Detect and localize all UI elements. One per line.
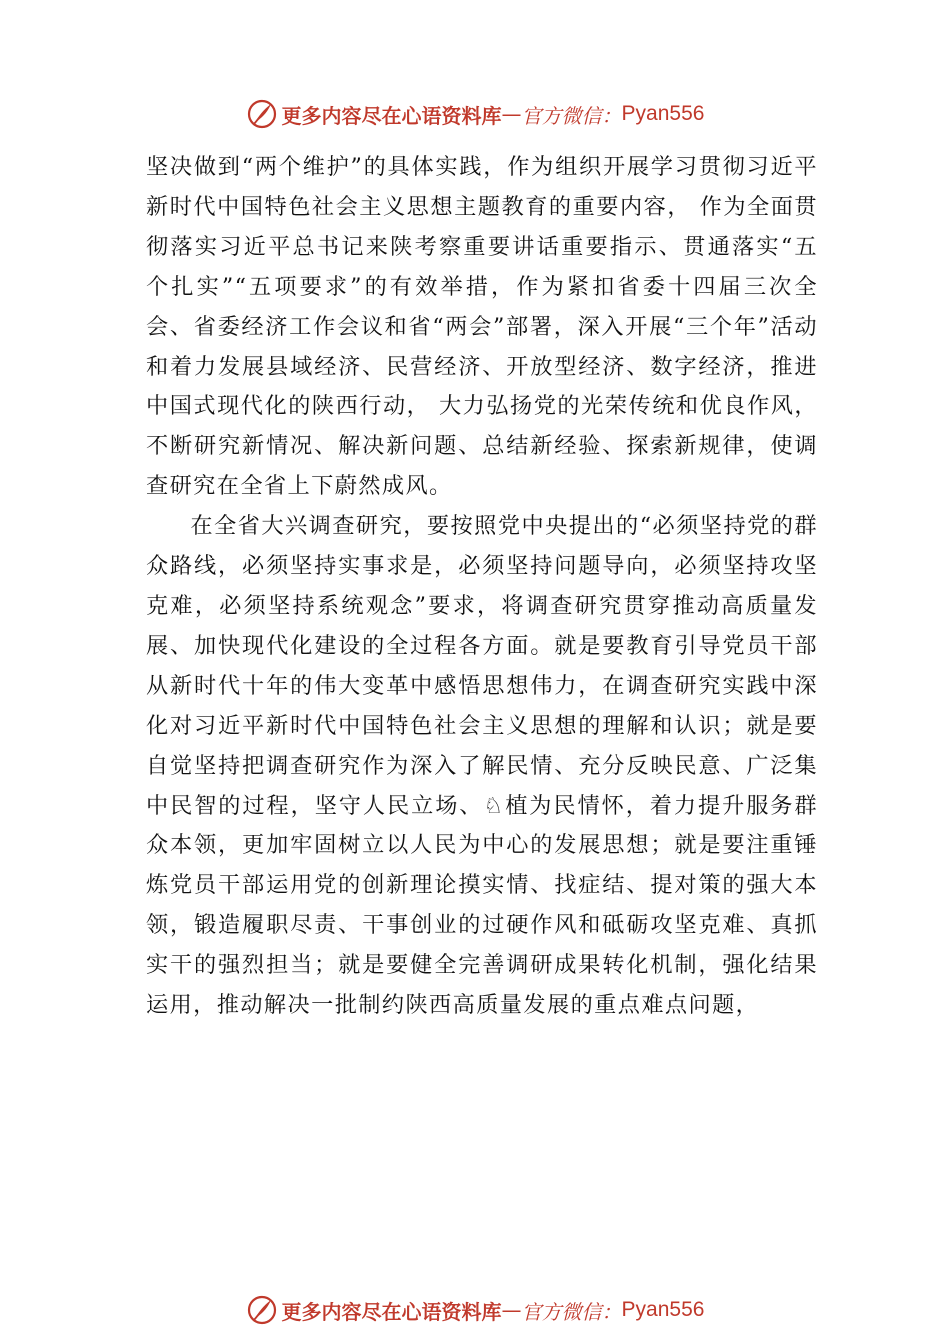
quill-pen-logo-icon <box>246 98 278 130</box>
footer-banner <box>0 1290 950 1330</box>
header-separator: — <box>501 102 522 126</box>
paragraph-continued: 坚决做到“两个维护”的具体实践，作为组织开展学习贯彻习近平新时代中国特色社会主义思想主题教育的重要内容， 作为全面贯彻落实习近平总书记来陕考察重要讲话重要指示、贯通落实“五个扎实”“五项要求”的有效举措，作为紧扣省委十四届三次全会、省委经济工作会议和省“两会”部署，深入开展“三个年”活动和着力发展县域经济、民营经济、开放型经济、数字经济，推进中国式现代化的陕西行动， 大力弘扬党的光荣传统和优良作风，不断研究新情况、解决新问题、总结新经验、探索新规律，使调查研究在全省上下蔚然成风。 <box>146 154 818 500</box>
quill-pen-logo-icon <box>246 1294 278 1326</box>
header-site-name: 更多内容尽在心语资料库 <box>281 103 502 128</box>
header-official-label: 官方微信： <box>521 103 622 128</box>
footer-official-label: 官方微信： <box>521 1299 622 1324</box>
header-wechat-handle: Pyan556 <box>621 102 705 125</box>
document-body <box>146 148 818 1026</box>
footer-separator: — <box>501 1298 522 1322</box>
footer-site-name: 更多内容尽在心语资料库 <box>281 1299 502 1324</box>
paragraph-survey-research: 在全省大兴调查研究，要按照党中央提出的“必须坚持党的群众路线，必须坚持实事求是，必须坚持问题导向，必须坚持攻坚克难，必须坚持系统观念”要求，将调查研究贯穿推动高质量发展、加快现代化建设的全过程各方面。就是要教育引导党员干部从新时代十年的伟大变革中感悟思想伟力，在调查研究实践中深化对习近平新时代中国特色社会主义思想的理解和认识；就是要自觉坚持把调查研究作为深入了解民情、充分反映民意、广泛集中民智的过程，坚守人民立场、♘植为民情怀，着力提升服务群众本领，更加牢固树立以人民为中心的发展思想；就是要注重锤炼党员干部运用党的创新理论摸实情、找症结、提对策的强大本领，锻造履职尽责、干事创业的过硬作风和砥砺攻坚克难、真抓实干的强烈担当；就是要健全完善调研成果转化机制，强化结果运用，推动解决一批制约陕西高质量发展的重点难点问题， <box>146 513 818 1019</box>
header-banner <box>0 94 950 134</box>
footer-wechat-handle: Pyan556 <box>621 1298 705 1321</box>
